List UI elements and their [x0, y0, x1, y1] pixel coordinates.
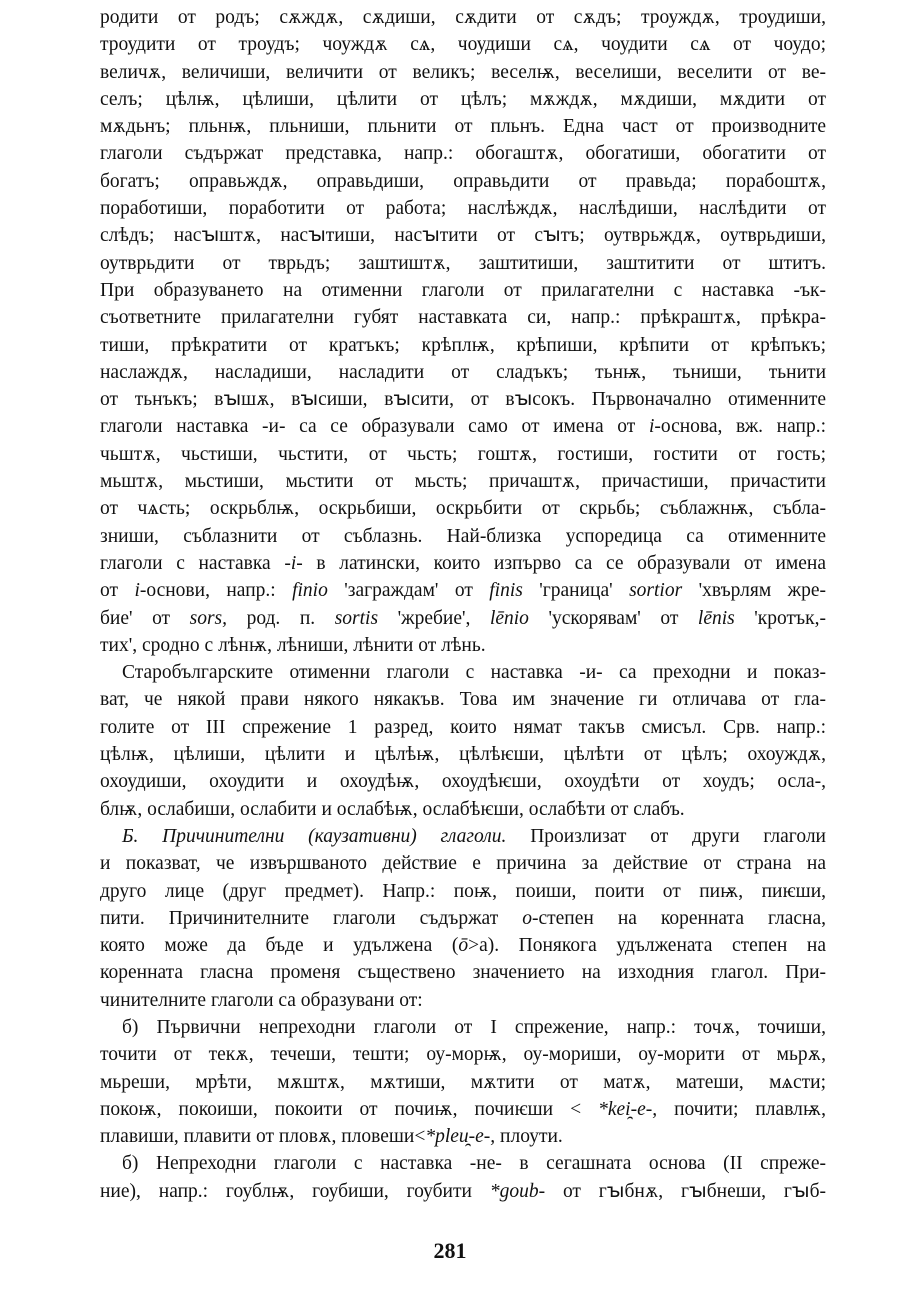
text-line: [100, 1069, 826, 1096]
text-segment: богатъ; оправьждѫ, оправьдиши, оправьдити от правьда; порабоштѫ,: [100, 170, 826, 192]
text-segment: глаголи наставка -и- са се образували само от имена от: [100, 416, 649, 438]
text-segment: от: [100, 580, 135, 602]
text-segment: слѣдъ; насꙑштѫ, насꙑтиши, насꙑтити от сꙑтъ; оутврьждѫ, оутврьдиши,: [100, 225, 826, 247]
text-line: [100, 632, 826, 659]
text-segment: глаголи съдържат представка, напр.: обогаштѫ, обогатиши, обогатити от: [100, 143, 826, 165]
text-line: [100, 686, 826, 713]
text-segment: плавиши, плавити от пловѫ, пловеши<: [100, 1126, 426, 1148]
text-line: [100, 140, 826, 167]
text-segment: блѭ, ослабиши, ослабити и ослабѣѭ, ослабѣѥши, ослабѣти от слабъ.: [100, 798, 685, 820]
text-line: [100, 359, 826, 386]
text-segment: бие' от: [100, 607, 190, 629]
text-segment: пити. Причинителните глаголи съдържат: [100, 907, 523, 929]
text-line: [100, 1014, 826, 1041]
text-segment: тиши, прѣкратити от кратъкъ; крѣплѭ, крѣпиши, крѣпити от крѣпъкъ;: [100, 334, 826, 356]
italic-text: sortis: [334, 607, 379, 629]
text-segment: друго лице (друг предмет). Напр.: поѭ, поиши, поити от пиѭ, пиѥши,: [100, 880, 826, 902]
text-line: [100, 59, 826, 86]
text-segment: плоути.: [495, 1126, 563, 1148]
text-segment: родити от родъ; сѫждѫ, сѫдиши, сѫдити от сѫдъ; троуждѫ, троудиши,: [100, 7, 826, 28]
text-segment: ват, че някой прави някого някакъв. Това им значение ги отличава от гла-: [100, 689, 826, 711]
text-line: [100, 4, 826, 31]
text-line: [100, 1123, 826, 1150]
text-line: [100, 577, 826, 604]
text-segment: Произлизат от други глаголи: [506, 825, 826, 847]
text-line: [100, 113, 826, 140]
italic-text: -i-: [284, 552, 303, 574]
text-segment: тих', сродно с лѣнѭ, лѣниши, лѣнити от лѣнь.: [100, 634, 486, 656]
text-segment: 'жребие',: [378, 607, 490, 629]
text-segment: мьреши, мрѣти, мѫштѫ, мѫтиши, мѫтити от матѫ, матеши, мѧсти;: [100, 1071, 826, 1093]
text-line: [100, 605, 826, 632]
text-segment: ние), напр.: гоублѭ, гоубиши, гоубити: [100, 1180, 490, 1202]
text-segment: -основи, напр.:: [139, 580, 293, 602]
text-segment: троудити от троудъ; чоуждѫ сѧ, чоудиши сѧ, чоудити сѧ от чоудо;: [100, 34, 826, 56]
text-line: [100, 523, 826, 550]
text-segment: -степен на коренната гласна,: [531, 907, 826, 929]
italic-text: о: [522, 907, 532, 929]
text-segment: 'кротък,-: [734, 607, 826, 629]
text-segment: от гꙑбнѫ, гꙑбнеши, гꙑб-: [545, 1180, 826, 1202]
italic-text: *kei̯-e-,: [598, 1098, 658, 1120]
text-segment: 'граница': [522, 580, 630, 602]
italic-text: i: [134, 580, 140, 602]
text-line: [100, 250, 826, 277]
text-line: [100, 413, 826, 440]
text-segment: цѣлѭ, цѣлиши, цѣлити и цѣлѣѭ, цѣлѣѥши, цѣлѣти от цѣлъ; охоуждѫ,: [100, 744, 826, 766]
text-line: [100, 195, 826, 222]
text-line: [100, 304, 826, 331]
text-segment: мьштѫ, мьстиши, мьстити от мьсть; причаштѫ, причастиши, причастити: [100, 471, 826, 493]
text-segment: >а). Понякога удължената степен на: [468, 935, 826, 957]
italic-text: finis: [489, 580, 523, 602]
text-segment: от тьнъкъ; вꙑшѫ, вꙑсиши, вꙑсити, от вꙑсокъ. Първоначално отименните: [100, 389, 826, 411]
text-segment: точити от текѫ, течеши, тешти; оу-морѭ, оу-мориши, оу-морити от мьрѫ,: [100, 1044, 826, 1066]
italic-text: *goub-: [489, 1180, 546, 1202]
text-line: [100, 222, 826, 249]
text-segment: глаголи с наставка: [100, 552, 285, 574]
text-line: [100, 550, 826, 577]
text-line: [100, 905, 826, 932]
text-segment: б) Първични непреходни глаголи от I спрежение, напр.: точѫ, точиши,: [122, 1016, 826, 1038]
text-segment: почити; плавлѭ,: [657, 1098, 826, 1120]
text-segment: поработиши, поработити от работа; наслѣждѫ, наслѣдиши, наслѣдити от: [100, 198, 826, 220]
text-line: [100, 468, 826, 495]
text-segment: зниши, съблазнити от съблазнь. Най-близка успоредица са отименните: [100, 525, 826, 547]
text-segment: в латински, които изпърво са се образували от имена: [302, 552, 826, 574]
text-line: [100, 332, 826, 359]
text-line: [100, 796, 826, 823]
text-segment: род. п.: [227, 607, 335, 629]
text-line: [100, 768, 826, 795]
text-segment: б) Непреходни глаголи с наставка -не- в сегашната основа (II спреже-: [122, 1153, 826, 1175]
italic-text: ō: [458, 935, 469, 957]
text-line: [100, 31, 826, 58]
text-segment: -основа, вж. напр.:: [654, 416, 826, 438]
text-segment: селъ; цѣлѭ, цѣлиши, цѣлити от цѣлъ; мѫждѫ, мѫдиши, мѫдити от: [100, 88, 826, 110]
text-line: [100, 1178, 826, 1205]
text-line: [100, 1150, 826, 1177]
text-segment: която може да бъде и удължена (: [100, 935, 459, 957]
text-line: [100, 987, 826, 1014]
text-line: [100, 1041, 826, 1068]
italic-text: Б. Причинителни (каузативни) глаголи.: [122, 825, 507, 847]
text-line: [100, 959, 826, 986]
text-segment: коренната гласна променя съществено значението на изходния глагол. При-: [100, 962, 826, 984]
text-line: [100, 495, 826, 522]
text-segment: мѫдьнъ; пльнѭ, пльниши, пльнити от пльнъ. Една част от производните: [100, 116, 826, 138]
text-segment: и показват, че извършваното действие е причина за действие от страна на: [100, 853, 826, 875]
text-line: [100, 823, 826, 850]
text-segment: чинителните глаголи са образувани от:: [100, 989, 423, 1011]
text-segment: от чѧсть; оскрьблѭ, оскрьбиши, оскрьбити от скрьбь; съблажнѭ, събла-: [100, 498, 826, 520]
text-segment: величѫ, величиши, величити от великъ; веселѭ, веселиши, веселити от ве-: [100, 61, 826, 83]
text-segment: 'ускорявам' от: [528, 607, 698, 629]
text-segment: Старобългарските отименни глаголи с наставка -и- са преходни и показ-: [122, 662, 826, 684]
text-line: [100, 850, 826, 877]
text-line: [100, 1096, 826, 1123]
italic-text: sortior: [629, 580, 683, 602]
italic-text: sors,: [189, 607, 228, 629]
text-segment: 'заграждам' от: [327, 580, 490, 602]
text-line: [100, 277, 826, 304]
text-segment: покоѭ, покоиши, покоити от почиѭ, почиѥши <: [100, 1098, 599, 1120]
text-segment: При образуването на отименни глаголи от прилагателни с наставка -ък-: [100, 279, 826, 301]
italic-text: i: [648, 416, 655, 438]
page-number: 281: [433, 1238, 467, 1263]
text-segment: чьштѫ, чьстиши, чьстити, от чьсть; гоштѫ, гостиши, гостити от гость;: [100, 443, 826, 465]
text-line: [100, 878, 826, 905]
text-line: [100, 659, 826, 686]
page-body-text: [100, 4, 826, 1205]
italic-text: lēnio: [489, 607, 529, 629]
text-line: [100, 441, 826, 468]
text-segment: съответните прилагателни губят наставката си, напр.: прѣкраштѫ, прѣкра-: [100, 307, 826, 329]
italic-text: *pleu̯-e-,: [425, 1126, 496, 1148]
text-segment: охоудиши, охоудити и охоудѣѭ, охоудѣѥши, охоудѣти от хоудъ; осла-,: [100, 771, 826, 793]
italic-text: lēnis: [697, 607, 735, 629]
italic-text: finio: [292, 580, 328, 602]
text-segment: 'хвърлям жре-: [682, 580, 826, 602]
text-line: [100, 714, 826, 741]
text-line: [100, 386, 826, 413]
text-line: [100, 932, 826, 959]
text-line: [100, 741, 826, 768]
text-line: [100, 86, 826, 113]
text-line: [100, 168, 826, 195]
text-segment: наслаждѫ, насладиши, насладити от сладъкъ; тьнѭ, тьниши, тьнити: [100, 361, 826, 383]
text-segment: оутврьдити от тврьдъ; заштиштѫ, заштитиши, заштитити от штитъ.: [100, 252, 826, 274]
text-segment: голите от III спрежение 1 разред, които нямат такъв смисъл. Срв. напр.:: [100, 716, 826, 738]
